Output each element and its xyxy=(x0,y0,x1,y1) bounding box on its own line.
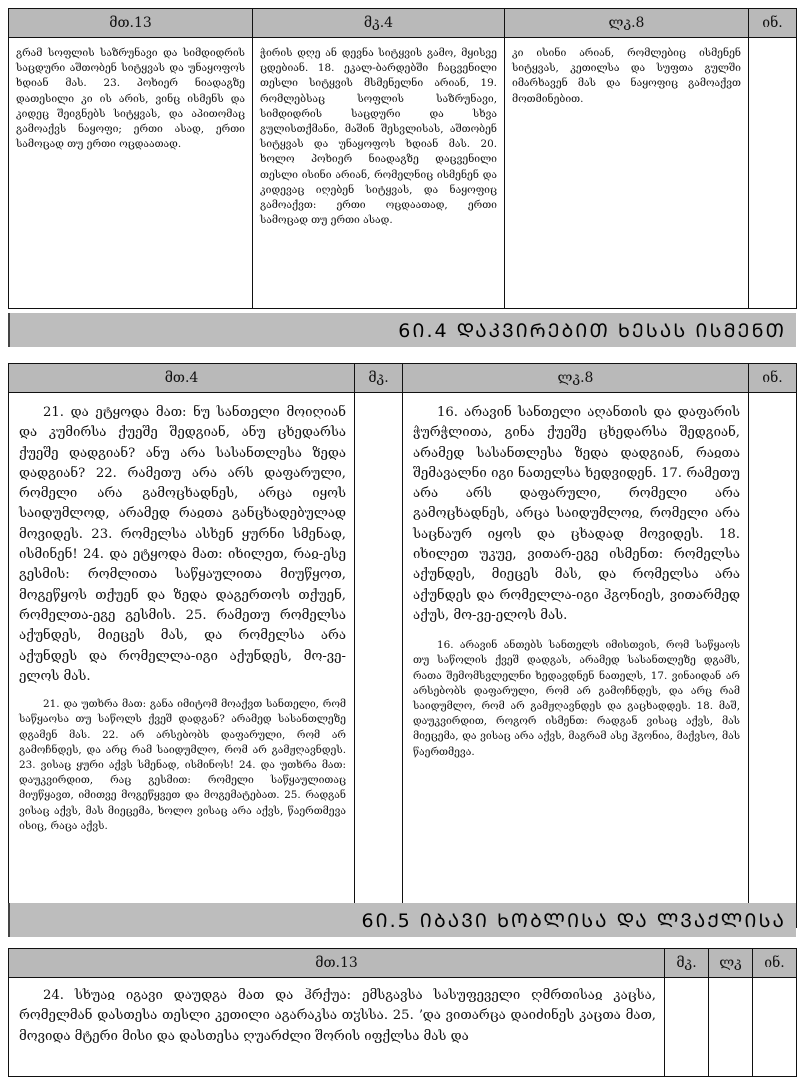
column-header-matthew: მთ.13 xyxy=(9,9,253,38)
parallel-table-1 xyxy=(8,8,797,309)
section-heading-band xyxy=(8,903,796,937)
column-header-luke: ლკ.8 xyxy=(403,364,749,393)
text-matthew: გრამ სოფლის საზრუნავი და სიმდიდრის საცდური აშთობენ სიტყვას და უნაყოფოს ხდიან მას. 23. პოხიერ ნიადაგზე დათესილი კი ის არის, ვინც ისმენს და კიდეც შეიგნებს სიტყვას, და აპითომაც გამოაქვს ნაყოფი; ერთი ასად, ერთი სამოცად თუ ერთი ოცდაათად. xyxy=(16,47,245,151)
band-edge xyxy=(8,903,10,937)
text-luke-new: 16. არავინ ანთებს სანთელს იმისთვის, რომ საწყაოს თუ საწოლის ქვეშ დადგას, არამედ სასანთლეზე დგამს, რათა შემომსვლელნი ხედავდნენ ნათელს, 17. ვინაიდან არ არსებობს დაფარული, რომ არ გამოჩნდეს, და არც რამ საიდუმლო, რომ არ გამჟღავნდეს და გაცხადდეს. 18. მაშ, დაუკვირდით, როგორ ისმენთ: რადგან ვისაც აქვს, მას მიეცემა, და ვისაც არა აქვს, მაგრამ ასე ჰგონია, მაქვსო, მას წაერთმევა. xyxy=(413,639,740,758)
text-luke: კი ისინი არიან, რომლებიც ისმენენ სიტყვას, კეთილსა და სუფთა გულში იმარხავენ მას და ნაყოფიც გამოაქვთ მოთმინებით. xyxy=(512,47,741,105)
empty-cell xyxy=(749,393,797,928)
text-matthew-new: 21. და უთხრა მათ: განა იმიტომ მოაქვთ სანთელი, რომ საწყაოსა თუ საწოლს ქვეშ დადგან? არამედ სასანთლეზე დგამენ მას. 22. არ არსებობს დაფარული, რომ არ გამოჩნდეს, და არც რამ საიდუმლო, რომ არ გამჟღავნდეს. 23. ვისაც ყური აქვს სმენად, ისმინოს! 24. და უთხრა მათ: დაუკვირდით, რაც გესმით: რომელი საწყაულითაც მიუწყავთ, იმითვე მოგეწყვეთ და მოგემატებათ. 25. რადგან ვისაც აქვს, მას მიეცემა, ხოლო ვისაც არა აქვს, წაერთმევა ისიც, რაცა აქვს. xyxy=(19,698,346,832)
column-header-mark: მკ. xyxy=(355,364,403,393)
text-mark: ჭირის დღე ან დევნა სიტყვის გამო, მყისვე ცდებიან. 18. ეკალ-ბარდებში ჩაცვენილი თესლი სიტყვის მსმენელნი არიან, 19. რომლებსაც სოფლის საზრუნავი, სიმდიდრის საცდური და სხვა გულისთქმანი, მაშინ შესვლისას, აშთობენ სიტყვას და უნაყოფოს ხდიან მას. 20. ხოლო პოხიერ ნიადაგზე დაცვენილი თესლი ისინი არიან, რომელნიც ისმენენ და კიდევაც იღებენ სიტყვას, და ნაყოფიც გამოაქვთ: ერთი ოცდაათად, ერთი სამოცად თუ ერთი ასად. xyxy=(260,47,497,227)
table-header-row xyxy=(9,949,797,978)
empty-cell xyxy=(753,978,797,1077)
empty-cell xyxy=(709,978,753,1077)
column-header-mark: მკ.4 xyxy=(253,9,505,38)
column-header-john: ინ. xyxy=(749,9,797,38)
band-edge xyxy=(8,313,10,347)
column-header-matthew: მთ.13 xyxy=(9,949,665,978)
column-header-john: ინ. xyxy=(749,364,797,393)
section-title: 6Ი.5 ᲘᲑᲐᲕᲘ ᲮᲝᲑᲚᲘᲡᲐ ᲓᲐ ᲚᲕᲐᲥᲚᲘᲡᲐ xyxy=(361,910,786,932)
parallel-table-2 xyxy=(8,363,797,928)
table-header-row xyxy=(9,364,797,393)
table-header-row xyxy=(9,9,797,38)
text-luke-old: 16. არავინ სანთელი აღანთის და დაფარის ჭურჭლითა, გინა ქუეშე ცხედარსა შედგიან, არამედ სასანთლესა ზედა დადგიან, რაჲთა შემავალნი იგი ნათელსა ხედვიდენ. 17. რამეთუ არა არს დაფარული, რომელი არა გამოცხადნეს, არცა საიდუმლოჲ, რომელი არა საცნაურ იყოს და ცხადად მოვიდეს. 18. იხილეთ უკუე, ვითარ-ეგე ისმენთ: რომელსა აქუნდეს, მიეცეს მას, და რომელსა არა აქუნდეს და რომელლა-იგი ჰგონიეს, ვითარმედ აქუს, მო-ვე-ელოს მას. xyxy=(413,405,740,623)
text-matthew-old: 21. და ეტყოდა მათ: ნუ სანთელი მოიღიან და კუმირსა ქუეშე შედგიან, ანუ ცხედარსა ქუეშე დადგიან? ანუ არა სასანთლესა ზედა დადგიან? 22. რამეთუ არა არს დაფარული, რომელი არა გამოცხადნეს, არცა იყოს საიდუმლოდ, არამედ რაჲთა განცხადებულად მოვიდეს. 23. რომელსა ასხენ ყურნი სმენად, ისმინენ! 24. და ეტყოდა მათ: იხილეთ, რაჲ-ესე გესმის: რომლითა საწყაულითა მიუწყოთ, მოგეწყოს თქუენ და ზედა დაგერთოს თქუენ, რომელთა-ეგე გესმის. 25. რამეთუ რომელსა აქუნდეს, მიეცეს მას, და რომელსა არა აქუნდეს და რომელლა-იგი აქუნდეს, მო-ვე-ელოს მას. xyxy=(19,405,346,684)
section-heading-band xyxy=(8,313,796,347)
column-header-john: ინ. xyxy=(753,949,797,978)
table-row xyxy=(9,978,797,1077)
empty-cell xyxy=(665,978,709,1077)
column-header-luke: ლკ.8 xyxy=(505,9,749,38)
empty-cell xyxy=(355,393,403,928)
table-row xyxy=(9,393,797,928)
column-header-matthew: მთ.4 xyxy=(9,364,355,393)
empty-cell xyxy=(749,38,797,309)
section-title: 6Ი.4 ᲓᲐᲙᲕᲘᲠᲔᲑᲘᲗ ᲮᲔᲡᲐᲡ ᲘᲡᲛᲔᲜᲗ xyxy=(398,320,786,342)
text-matthew: 24. სხუაჲ იგავი დაუდგა მათ და ჰრქუა: ემსგავსა სასუფეველი ღმრთისაჲ კაცსა, რომელმან დასთესა თესლი კეთილი აგარაკსა თჳსსა. 25. ʼდა ვითარცა დაიძინეს კაცთა მათ, მოვიდა მტერი მისი და დასთესა ღუარძლი შორის იფქლსა მას და xyxy=(19,988,656,1044)
table-row xyxy=(9,38,797,309)
parallel-table-3 xyxy=(8,948,797,1077)
column-header-mark: მკ. xyxy=(665,949,709,978)
column-header-luke: ლკ xyxy=(709,949,753,978)
